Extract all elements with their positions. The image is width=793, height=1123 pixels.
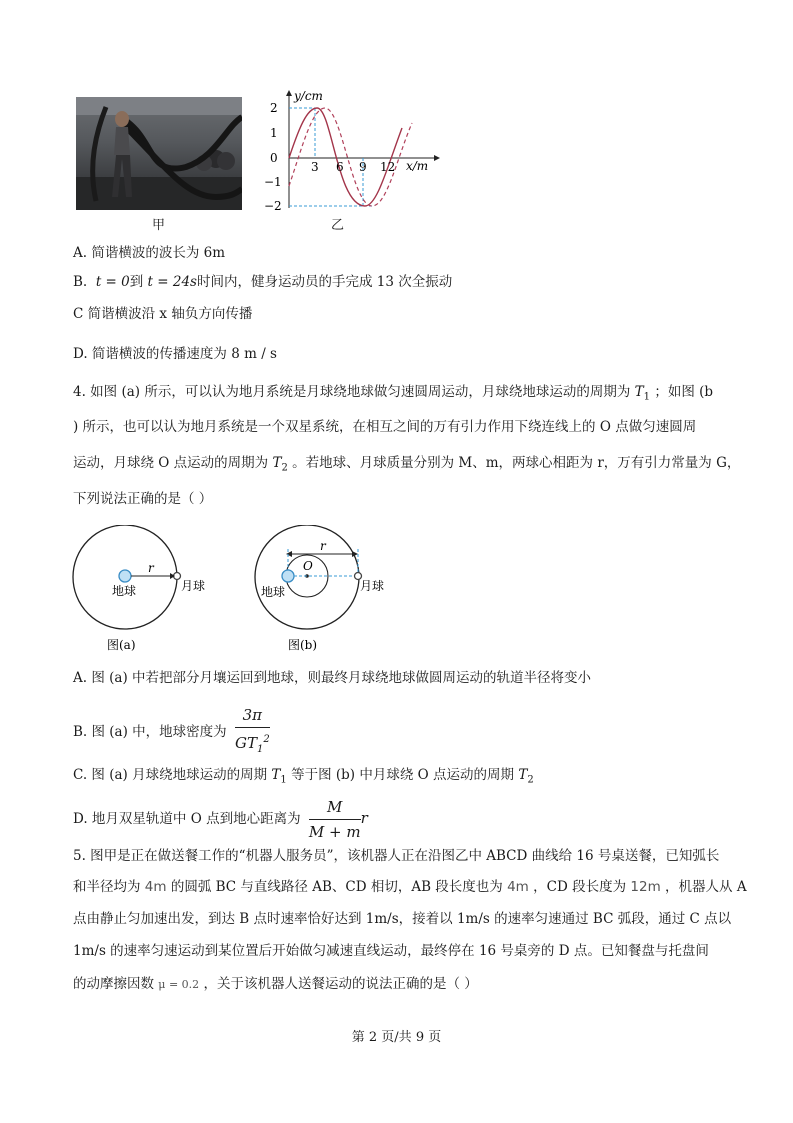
density-fraction: $\frac{3\pi}{GT_1^2}$ [234,706,270,755]
radius-label: r [320,539,326,553]
wave-graph [262,88,442,214]
x-tick: 3 [311,160,319,174]
distance-fraction: $\frac{M}{M + m}$ [308,798,361,841]
q5-line-4: 1m/s 的速率匀速运动到某位置后开始做匀减速直线运动，最终停在 16 号桌旁的 D 点。已知餐盘与托盘间 [73,943,709,959]
moon-label: 月球 [360,579,385,593]
q4-stem-line-1: 4. 如图 (a) 所示，可以认为地月系统是月球绕地球做匀速圆周运动，月球绕地球运动的周期为 $T_1$ ；如图 (b [73,384,714,403]
q3-option-c: C 简谐横波沿 x 轴负方向传播 [73,306,253,322]
y-tick: 2 [270,101,278,115]
battle-ropes-illustration [76,97,242,210]
o-label: O [303,559,313,573]
q4-stem-line-3: 运动，月球绕 O 点运动的周期为 $T_2$ 。若地球、月球质量分别为 M、m，两球心相距为 r，万有引力常量为 G， [73,455,741,474]
y-tick: 1 [270,126,278,140]
y-axis-label: y/cm [294,89,323,103]
q5-line-1: 5. 图甲是正在做送餐工作的“机器人服务员”，该机器人正在沿图乙中 ABCD 曲线给 16 号桌送餐，已知弧长 [73,848,720,864]
figure-b [248,525,408,660]
fig-b-caption: 图(b) [288,638,318,652]
q4-option-a: A. 图 (a) 中若把部分月壤运回到地球，则最终月球绕地球做圆周运动的轨道半径将变小 [73,670,591,686]
q3-option-a: A. 简谐横波的波长为 6m [73,245,226,261]
q5-line-3: 点由静止匀加速出发，到达 B 点时速率恰好达到 1m/s，接着以 1m/s 的速率匀速通过 BC 弧段，通过 C 点以 [73,911,732,927]
q5-line-2: 和半径均为 4m 的圆弧 BC 与直线路径 AB、CD 相切，AB 段长度也为 4m ，CD 段长度为 12m ，机器人从 A [73,879,747,895]
x-tick: 6 [336,160,344,174]
q3-option-d: D. 简谐横波的传播速度为 8 m / s [73,346,277,362]
fig-jia-caption: 甲 [152,218,166,233]
y-tick: 0 [270,151,278,165]
x-tick: 9 [359,160,367,174]
y-tick: −1 [264,175,282,189]
q3-option-b: B. t = 0到 t = 24s时间内，健身运动员的手完成 13 次全振动 [73,274,453,290]
earth-circle [119,570,131,582]
q4-stem-line-4: 下列说法正确的是（ ） [73,491,213,507]
q4-option-b: B. 图 (a) 中，地球密度为 $\frac{3\pi}{GT_1^2}$ [73,704,270,761]
figure-a [70,525,250,660]
athlete-photo [76,97,242,210]
q4-option-c: C. 图 (a) 月球绕地球运动的周期 $T_1$ 等于图 (b) 中月球绕 O 点运动的周期 $T_2$ [73,767,534,786]
radius-label: r [148,561,154,575]
y-tick: −2 [264,199,282,213]
earth-label: 地球 [261,585,286,599]
solid-wave-curve [289,108,402,206]
fig-yi-caption: 乙 [331,218,345,233]
dashed-wave-curve [289,108,412,206]
x-axis-label: x/m [406,159,429,173]
earth-circle [282,570,294,582]
moon-label: 月球 [181,579,206,593]
page-footer: 第 2 页/共 9 页 [351,1030,442,1045]
q4-option-d: D. 地月双星轨道中 O 点到地心距离为 $\frac{M}{M + m}$ r [73,798,368,841]
fig-a-caption: 图(a) [107,638,136,652]
q5-line-5: 的动摩擦因数 μ = 0.2 ，关于该机器人送餐运动的说法正确的是（ ） [73,976,478,992]
x-tick: 12 [380,160,396,174]
q4-stem-line-2: ) 所示，也可以认为地月系统是一个双星系统，在相互之间的万有引力作用下绕连线上的 O 点做匀速圆周 [73,419,697,435]
earth-label: 地球 [112,584,137,598]
